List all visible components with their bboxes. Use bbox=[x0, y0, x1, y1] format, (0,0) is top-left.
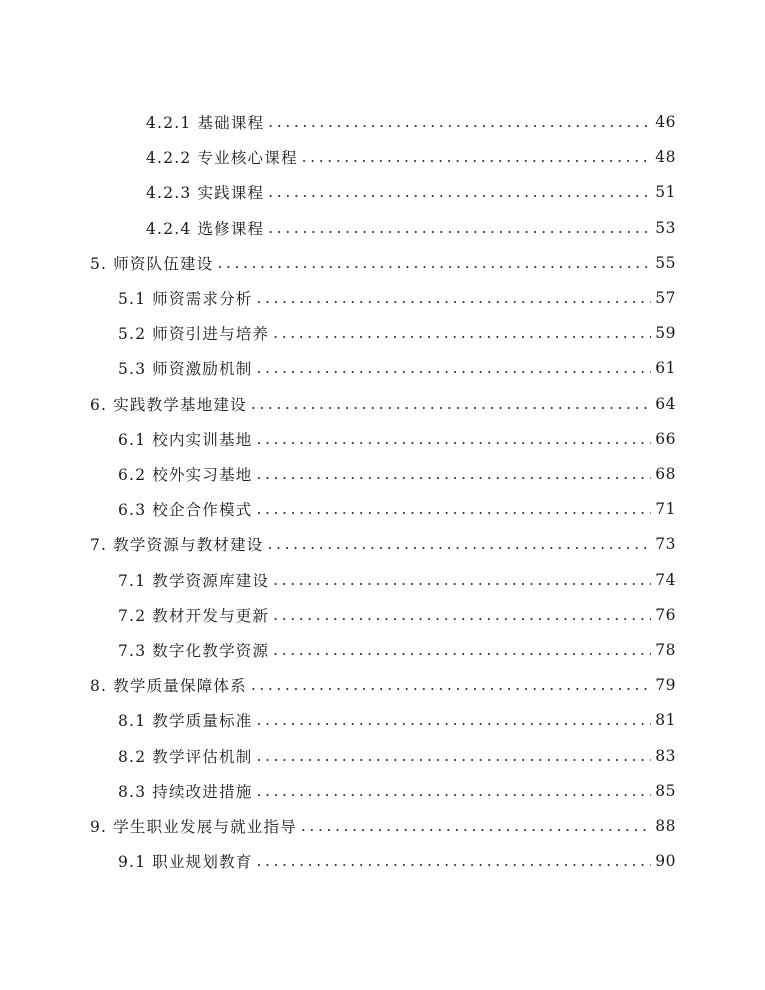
toc-entry[interactable] bbox=[118, 283, 676, 313]
toc-page-number: 74 bbox=[655, 570, 676, 589]
toc-page-number: 68 bbox=[655, 465, 676, 483]
toc-entry-number: 9.1 bbox=[118, 853, 147, 872]
toc-entry-number: 9. bbox=[90, 818, 108, 836]
toc-entry[interactable] bbox=[90, 389, 676, 419]
toc-entry-number: 8.1 bbox=[118, 712, 147, 731]
toc-entry-label bbox=[118, 745, 252, 767]
toc-entry-number: 8.3 bbox=[118, 782, 147, 801]
toc-entry[interactable] bbox=[118, 318, 676, 348]
toc-entry-number: 5.3 bbox=[118, 360, 147, 379]
toc-entry-title: 基础课程 bbox=[197, 114, 265, 132]
toc-page-number: 81 bbox=[655, 711, 676, 730]
toc-dot-leader bbox=[256, 465, 651, 483]
toc-entry-title: 教学质量标准 bbox=[152, 712, 253, 731]
toc-entry-number: 6.2 bbox=[118, 466, 147, 484]
toc-entry-number: 4.2.1 bbox=[146, 114, 192, 132]
toc-page-number: 61 bbox=[655, 359, 676, 378]
toc-entry[interactable] bbox=[90, 670, 676, 700]
toc-entry-number: 8. bbox=[90, 677, 108, 696]
toc-entry-label bbox=[118, 850, 252, 872]
toc-entry[interactable] bbox=[146, 213, 676, 243]
toc-entry-title: 师资队伍建设 bbox=[113, 254, 214, 273]
toc-dot-leader bbox=[302, 148, 652, 166]
toc-entry-label bbox=[146, 146, 298, 168]
toc-entry-number: 4.2.4 bbox=[146, 219, 192, 238]
toc-entry[interactable] bbox=[118, 353, 676, 383]
toc-dot-leader bbox=[256, 359, 651, 377]
toc-entry-number: 5.2 bbox=[118, 325, 147, 344]
toc-page-number: 79 bbox=[655, 676, 676, 695]
toc-entry[interactable] bbox=[118, 776, 676, 806]
toc-dot-leader bbox=[256, 289, 651, 307]
toc-dot-leader bbox=[273, 641, 651, 659]
toc-entry-label bbox=[146, 181, 264, 203]
toc-dot-leader bbox=[256, 500, 651, 518]
toc-entry-label bbox=[118, 639, 269, 661]
toc-entry-label bbox=[118, 604, 269, 626]
toc-dot-leader bbox=[256, 747, 651, 765]
toc-page-number: 88 bbox=[655, 817, 676, 835]
toc-entry-title: 教学资源与教材建设 bbox=[113, 536, 264, 555]
toc-dot-leader bbox=[273, 606, 651, 624]
toc-entry-label bbox=[118, 463, 252, 485]
toc-entry-label bbox=[146, 111, 264, 133]
toc-entry-number: 4.2.2 bbox=[146, 149, 192, 168]
toc-entry-label bbox=[90, 815, 297, 837]
toc-entry[interactable] bbox=[118, 635, 676, 665]
toc-entry-number: 6. bbox=[90, 395, 108, 414]
toc-page-number: 59 bbox=[655, 324, 676, 343]
toc-entry-label bbox=[118, 498, 252, 520]
toc-entry[interactable] bbox=[118, 846, 676, 876]
toc-entry[interactable] bbox=[118, 494, 676, 524]
toc-entry-title: 实践课程 bbox=[197, 184, 265, 203]
toc-dot-leader bbox=[256, 711, 651, 729]
toc-entry-label bbox=[90, 533, 264, 555]
toc-entry-number: 6.1 bbox=[118, 430, 147, 449]
toc-entry[interactable] bbox=[146, 177, 676, 207]
toc-entry[interactable] bbox=[118, 741, 676, 771]
toc-page-number: 71 bbox=[655, 500, 676, 519]
toc-entry[interactable] bbox=[90, 811, 676, 841]
toc-entry-label bbox=[118, 780, 252, 802]
toc-entry[interactable] bbox=[146, 107, 676, 137]
toc-entry-number: 7.1 bbox=[118, 571, 147, 590]
toc-entry-title: 教学资源库建设 bbox=[152, 571, 270, 590]
toc-entry-number: 5. bbox=[90, 254, 108, 273]
toc-entry[interactable] bbox=[118, 565, 676, 595]
toc-entry-title: 选修课程 bbox=[197, 219, 265, 238]
toc-page-number: 57 bbox=[655, 289, 676, 307]
toc-page-number: 90 bbox=[655, 852, 676, 871]
toc-dot-leader bbox=[251, 395, 651, 413]
toc-dot-leader bbox=[256, 430, 651, 448]
toc-entry-title: 师资需求分析 bbox=[152, 290, 253, 308]
toc-entry-title: 校外实习基地 bbox=[152, 466, 253, 484]
toc-dot-leader bbox=[301, 817, 651, 835]
toc-page-number: 83 bbox=[655, 746, 676, 765]
toc-dot-leader bbox=[217, 254, 651, 272]
toc-entry[interactable] bbox=[90, 529, 676, 559]
toc-entry-label bbox=[118, 709, 252, 731]
toc-entry-title: 实践教学基地建设 bbox=[113, 395, 247, 414]
toc-entry-label bbox=[118, 287, 252, 309]
toc-entry-label bbox=[90, 674, 247, 696]
toc-page-number: 78 bbox=[655, 641, 676, 659]
toc-page-number: 85 bbox=[655, 781, 676, 800]
toc-entry-label bbox=[90, 393, 247, 415]
toc-page-number: 76 bbox=[655, 605, 676, 624]
toc-page-number: 64 bbox=[655, 394, 676, 413]
toc-entry-label bbox=[118, 357, 252, 379]
toc-entry-title: 学生职业发展与就业指导 bbox=[113, 818, 297, 836]
toc-page-number: 46 bbox=[655, 113, 676, 131]
toc-dot-leader bbox=[268, 219, 651, 237]
toc-dot-leader bbox=[268, 535, 652, 553]
toc-entry-title: 师资激励机制 bbox=[152, 360, 253, 379]
toc-dot-leader bbox=[256, 782, 651, 800]
toc-entry-title: 教学评估机制 bbox=[152, 747, 253, 766]
toc-entry-title: 持续改进措施 bbox=[152, 782, 253, 801]
toc-entry-title: 数字化教学资源 bbox=[152, 642, 270, 660]
toc-page-number: 55 bbox=[655, 253, 676, 272]
toc-entry-number: 7. bbox=[90, 536, 108, 555]
toc-entry-title: 校企合作模式 bbox=[152, 501, 253, 520]
toc-entry-label bbox=[118, 322, 269, 344]
toc-entry[interactable] bbox=[118, 705, 676, 735]
toc-page-number: 48 bbox=[655, 148, 676, 167]
toc-entry[interactable] bbox=[146, 142, 676, 172]
toc-entry-label bbox=[118, 428, 252, 450]
toc-dot-leader bbox=[268, 183, 651, 201]
toc-entry-title: 校内实训基地 bbox=[152, 430, 253, 449]
toc-page-number: 51 bbox=[655, 183, 676, 202]
toc-entry-title: 教材开发与更新 bbox=[152, 606, 270, 625]
toc-dot-leader bbox=[268, 113, 651, 131]
toc-page-number: 73 bbox=[655, 535, 676, 554]
toc-entry-title: 专业核心课程 bbox=[197, 149, 298, 168]
toc-entry[interactable] bbox=[118, 600, 676, 630]
toc-entry-number: 7.3 bbox=[118, 642, 147, 660]
toc-entry-title: 职业规划教育 bbox=[152, 853, 253, 872]
toc-entry-number: 5.1 bbox=[118, 290, 147, 308]
toc-entry-label bbox=[118, 569, 269, 591]
toc-dot-leader bbox=[251, 676, 651, 694]
toc-entry-label bbox=[146, 217, 264, 239]
toc-entry-number: 7.2 bbox=[118, 606, 147, 625]
toc-entry-number: 6.3 bbox=[118, 501, 147, 520]
toc-entry[interactable] bbox=[118, 424, 676, 454]
toc-entry-label bbox=[90, 252, 213, 274]
toc-page-number: 66 bbox=[655, 429, 676, 448]
toc-entry-number: 8.2 bbox=[118, 747, 147, 766]
toc-entry[interactable] bbox=[118, 459, 676, 489]
toc-dot-leader bbox=[256, 852, 651, 870]
toc-entry-title: 教学质量保障体系 bbox=[113, 677, 247, 696]
toc-page-number: 53 bbox=[655, 218, 676, 237]
toc-entry[interactable] bbox=[90, 248, 676, 278]
toc-dot-leader bbox=[273, 324, 651, 342]
toc-entry-title: 师资引进与培养 bbox=[152, 325, 270, 344]
toc-dot-leader bbox=[273, 571, 651, 589]
toc-entry-number: 4.2.3 bbox=[146, 184, 192, 203]
